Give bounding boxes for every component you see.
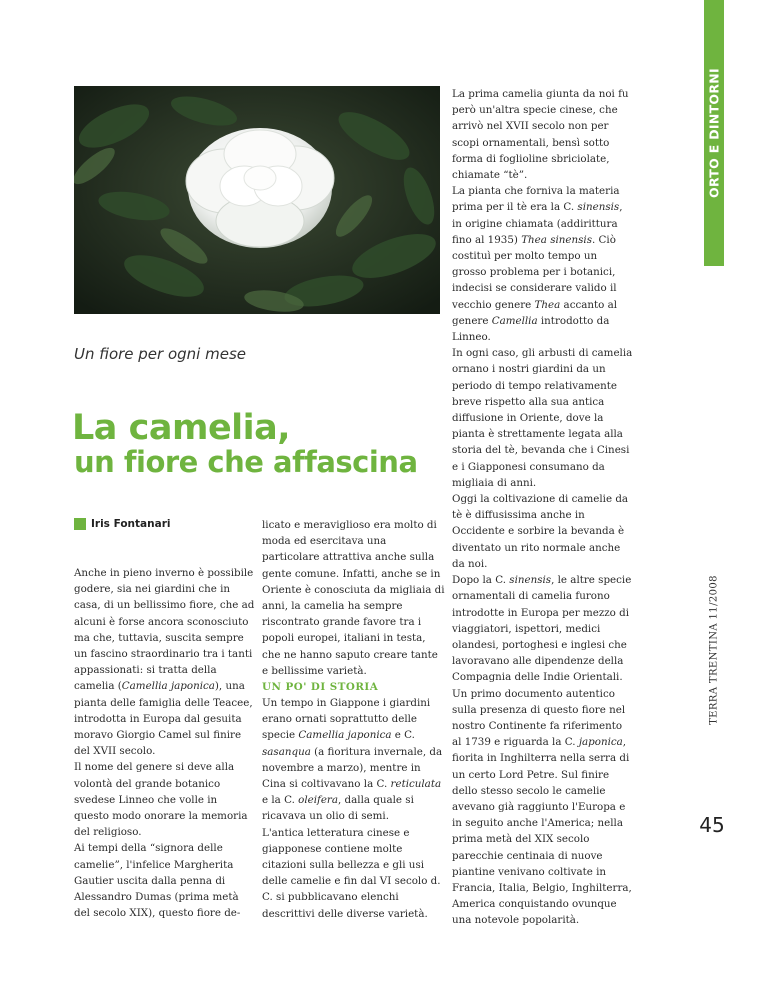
paragraph: licato e meraviglioso era molto di moda ed esercitava una particolare attrattiva anche sulla gente comune. Infatti, anche se in Oriente è conosciuta da migliaia di anni, la camelia ha sempre riscontrato grande favore tra i popoli europei, italiani in testa, che ne hanno saputo creare tante e bellissime varietà. — [262, 519, 445, 677]
paragraph: L'antica letteratura cinese e giapponese contiene molte citazioni sulla bellezza e gli usi delle camelie e fin dal VI secolo d. C. si pubblicavano elenchi descrittivi delle diverse varietà. — [262, 826, 441, 920]
paragraph: La pianta che forniva la materia prima per il tè era la C. sinensis, in origine chiamata (addirittura fino al 1935) Thea sinensis. Ciò costituì per molto tempo un grosso problema per i botanici, indecisi se considerare valido il vecchio genere Thea accanto al genere Camellia introdotto da Linneo. — [452, 185, 623, 344]
article-kicker: Un fiore per ogni mese — [74, 345, 246, 363]
paragraph: In ogni caso, gli arbusti di camelia ornano i nostri giardini da un periodo di tempo relativamente breve rispetto alla sua antica diffusione in Oriente, dove la pianta è strettamente legata alla storia del tè, bevanda che i Cinesi e i Giapponesi consumano da migliaia di anni. — [452, 347, 633, 489]
section-subhead: UN PO' DI STORIA — [262, 681, 379, 694]
text-column-3 — [452, 86, 634, 929]
camellia-photo — [74, 86, 440, 314]
paragraph: Il nome del genere si deve alla volontà del grande botanico svedese Linneo che volle in questo modo onorare la memoria del religioso. — [74, 761, 248, 839]
section-tab — [704, 0, 724, 266]
byline-square-icon — [74, 518, 86, 530]
paragraph: Anche in pieno inverno è possibile godere, sia nei giardini che in casa, di un bellissimo fiore, che ad alcuni è forse ancora sconosciuto ma che, tuttavia, suscita sempre un fascino straordinario tra i tanti appassionati: si tratta della camelia (Camellia japonica), una pianta delle famiglia delle Teacee, introdotta in Europa dal gesuita moravo Giorgio Camel sul finire del XVII secolo. — [74, 567, 255, 758]
page-number: 45 — [699, 813, 725, 837]
paragraph: Un primo documento autentico sulla presenza di questo fiore nel nostro Continente fa riferimento al 1739 e riguarda la C. japonica, fiorita in Inghilterra nella serra di un certo Lord Petre. Sul finire dello stesso secolo le camelie avevano già raggiunto l'Europa e in seguito anche l'America; nella prima metà del XIX secolo parecchie centinaia di nuove piantine venivano coltivate in Francia, Italia, Belgio, Inghilterra, America conquistando ovunque una notevole popolarità. — [452, 687, 632, 927]
magazine-issue: TERRA TRENTINA 11/2008 — [708, 575, 720, 725]
paragraph: Oggi la coltivazione di camelie da tè è diffusissima anche in Occidente e sorbire la bevanda è diventato un rito normale anche da noi. — [452, 493, 629, 570]
article-title-line2: un fiore che affascina — [74, 445, 418, 479]
camellia-image — [74, 86, 440, 314]
byline — [74, 517, 170, 531]
paragraph: Un tempo in Giappone i giardini erano ornati soprattutto delle specie Camellia japonica e C. sasanqua (a fioritura invernale, da novembre a marzo), mentre in Cina si coltivavano la C. reticulata e la C. oleifera, dalla quale si ricavava un olio di semi. — [262, 697, 443, 823]
magazine-footer — [704, 575, 724, 725]
text-column-1 — [74, 565, 255, 921]
paragraph: Dopo la C. sinensis, le altre specie ornamentali di camelia furono introdotte in Europa per mezzo di viaggiatori, ispettori, medici olandesi, portoghesi e inglesi che lavoravano alle dipendenze della Compagnia delle Indie Orientali. — [452, 574, 632, 684]
paragraph: Ai tempi della “signora delle camelie”, l'infelice Margherita Gautier uscita dalla penna di Alessandro Dumas (prima metà del secolo XIX), questo fiore de- — [74, 842, 241, 920]
author-name: Iris Fontanari — [91, 518, 171, 530]
paragraph: La prima camelia giunta da noi fu però un'altra specie cinese, che arrivò nel XVII secolo non per scopi ornamentali, bensì sotto forma di foglioline sbriciolate, chiamate “tè”. — [452, 88, 629, 182]
article-title-line1: La camelia, — [72, 408, 291, 448]
text-column-2 — [262, 517, 445, 922]
section-tab-label: ORTO E DINTORNI — [706, 68, 722, 198]
